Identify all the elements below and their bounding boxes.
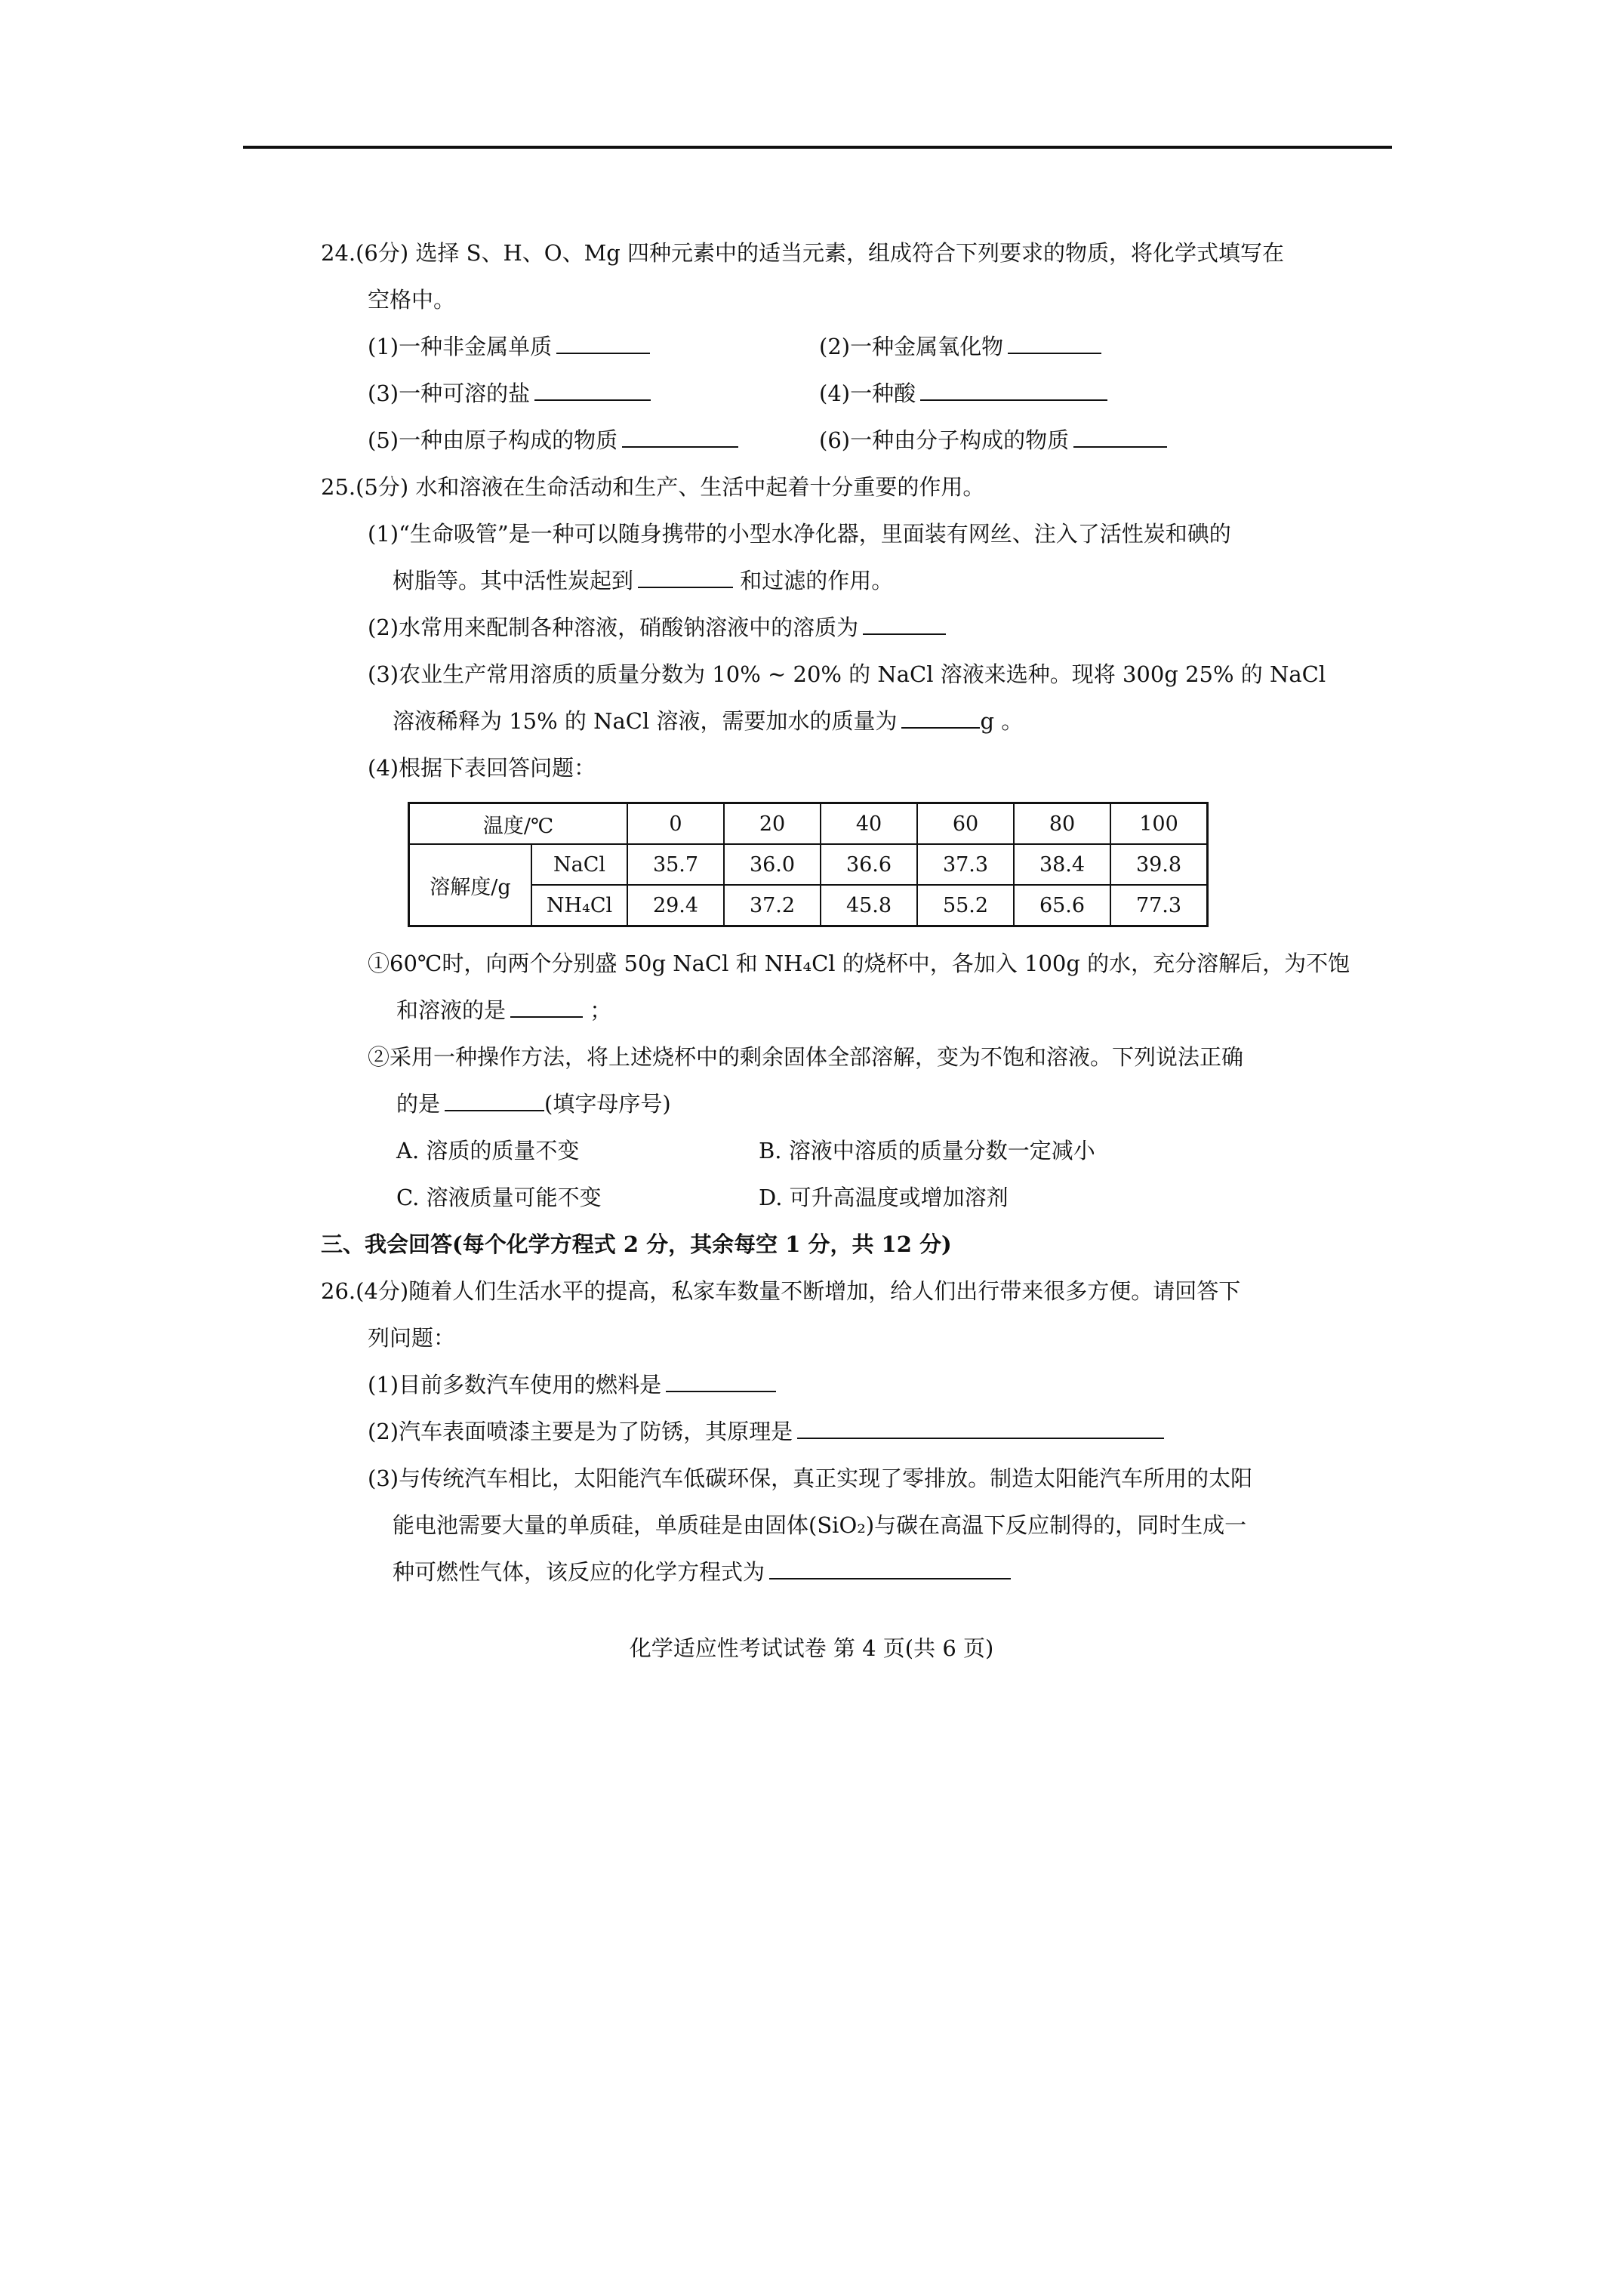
- q25-option-d: D. 可升高温度或增加溶剂: [759, 1185, 1009, 1210]
- q25-sub2-line1: ②采用一种操作方法，将上述烧杯中的剩余固体全部溶解，变为不饱和溶液。下列说法正确: [368, 1044, 1244, 1070]
- table-header-cell: 0: [627, 803, 724, 845]
- q26-part3-line2: 能电池需要大量的单质硅，单质硅是由固体(SiO₂)与碳在高温下反应制得的，同时生成一: [393, 1512, 1247, 1538]
- q25-part1-line1: (1)“生命吸管”是一种可以随身携带的小型水净化器，里面装有网丝、注入了活性炭和碘的: [368, 521, 1231, 547]
- table-header-cell: 60: [917, 803, 1014, 845]
- table-cell: 36.6: [821, 844, 917, 885]
- q25-stem: 25.(5分) 水和溶液在生命活动和生产、生活中起着十分重要的作用。: [321, 474, 985, 500]
- table-row-header-solubility: 溶解度/g: [409, 844, 532, 926]
- table-cell: 55.2: [917, 885, 1014, 926]
- answer-blank[interactable]: [556, 336, 650, 354]
- table-header-row: [409, 803, 1208, 845]
- q26-stem-line2: 列问题：: [368, 1325, 456, 1351]
- q25-part3-line2: 溶液稀释为 15% 的 NaCl 溶液，需要加水的质量为 g 。: [393, 708, 1024, 734]
- q26-part3-line1: (3)与传统汽车相比，太阳能汽车低碳环保，真正实现了零排放。制造太阳能汽车所用的太阳: [368, 1465, 1253, 1491]
- q26-stem-line1: 26.(4分)随着人们生活水平的提高，私家车数量不断增加，给人们出行带来很多方便。请回答下: [321, 1278, 1241, 1304]
- table-header-cell: 20: [724, 803, 821, 845]
- q24-item-3: (3)一种可溶的盐: [368, 370, 651, 417]
- table-cell: 77.3: [1110, 885, 1208, 926]
- answer-blank[interactable]: [901, 710, 980, 729]
- table-row-nacl: [409, 844, 1208, 885]
- table-cell: 39.8: [1110, 844, 1208, 885]
- answer-blank[interactable]: [1073, 430, 1167, 448]
- answer-blank[interactable]: [510, 1000, 583, 1018]
- q25-option-a: A. 溶质的质量不变: [396, 1138, 580, 1163]
- q24-stem-line1: 24.(6分) 选择 S、H、O、Mg 四种元素中的适当元素，组成符合下列要求的物质，将化学式填写在: [321, 240, 1285, 266]
- q25-part2: (2)水常用来配制各种溶液，硝酸钠溶液中的溶质为: [368, 604, 946, 651]
- q25-option-c: C. 溶液质量可能不变: [396, 1185, 602, 1210]
- answer-blank[interactable]: [666, 1374, 776, 1392]
- answer-blank[interactable]: [638, 570, 733, 588]
- q25-part3-line1: (3)农业生产常用溶质的质量分数为 10% ~ 20% 的 NaCl 溶液来选种。现将 300g 25% 的 NaCl: [368, 661, 1326, 687]
- q24-item-2: (2)一种金属氧化物: [819, 323, 1101, 370]
- top-rule: [243, 146, 1392, 149]
- page-footer: 化学适应性考试试卷 第 4 页(共 6 页): [629, 1635, 994, 1661]
- table-header-cell: 80: [1014, 803, 1110, 845]
- table-cell: 36.0: [724, 844, 821, 885]
- q26-part1: (1)目前多数汽车使用的燃料是: [368, 1361, 776, 1408]
- q25-option-b: B. 溶液中溶质的质量分数一定减小: [759, 1138, 1095, 1163]
- q24-item-5: (5)一种由原子构成的物质: [368, 417, 738, 464]
- table-header-cell: 100: [1110, 803, 1208, 845]
- section-3-heading: 三、我会回答(每个化学方程式 2 分，其余每空 1 分，共 12 分): [321, 1231, 952, 1257]
- q25-part1-line2: 树脂等。其中活性炭起到 和过滤的作用。: [393, 568, 894, 593]
- answer-blank[interactable]: [797, 1421, 1164, 1439]
- answer-blank[interactable]: [1008, 336, 1101, 354]
- table-cell: 29.4: [627, 885, 724, 926]
- table-cell: 37.2: [724, 885, 821, 926]
- table-cell: 37.3: [917, 844, 1014, 885]
- table-cell: 35.7: [627, 844, 724, 885]
- answer-blank[interactable]: [622, 430, 738, 448]
- table-substance-nh4cl: NH₄Cl: [531, 885, 627, 926]
- table-cell: 65.6: [1014, 885, 1110, 926]
- q24-item-4: (4)一种酸: [819, 370, 1107, 417]
- q25-sub1-line2: 和溶液的是 ；: [396, 997, 612, 1023]
- answer-blank[interactable]: [920, 383, 1107, 401]
- table-header-cell: 40: [821, 803, 917, 845]
- solubility-table: [408, 802, 1209, 927]
- q24-item-1: (1)一种非金属单质: [368, 323, 650, 370]
- table-substance-nacl: NaCl: [531, 844, 627, 885]
- answer-blank[interactable]: [769, 1561, 1011, 1579]
- table-cell: 45.8: [821, 885, 917, 926]
- q24-stem-line2: 空格中。: [368, 287, 456, 313]
- answer-blank[interactable]: [445, 1093, 544, 1111]
- q26-part2: (2)汽车表面喷漆主要是为了防锈，其原理是: [368, 1408, 1164, 1455]
- table-header-temperature: 温度/℃: [409, 803, 628, 845]
- answer-blank[interactable]: [534, 383, 651, 401]
- q26-part3-line3: 种可燃性气体，该反应的化学方程式为: [393, 1549, 1011, 1595]
- q25-sub1-line1: ①60℃时，向两个分别盛 50g NaCl 和 NH₄Cl 的烧杯中，各加入 100g 的水，充分溶解后，为不饱: [368, 951, 1350, 976]
- q25-sub2-line2: 的是 (填字母序号): [396, 1091, 671, 1117]
- table-cell: 38.4: [1014, 844, 1110, 885]
- q24-item-6: (6)一种由分子构成的物质: [819, 417, 1167, 464]
- q25-part4: (4)根据下表回答问题：: [368, 755, 596, 781]
- answer-blank[interactable]: [863, 617, 946, 635]
